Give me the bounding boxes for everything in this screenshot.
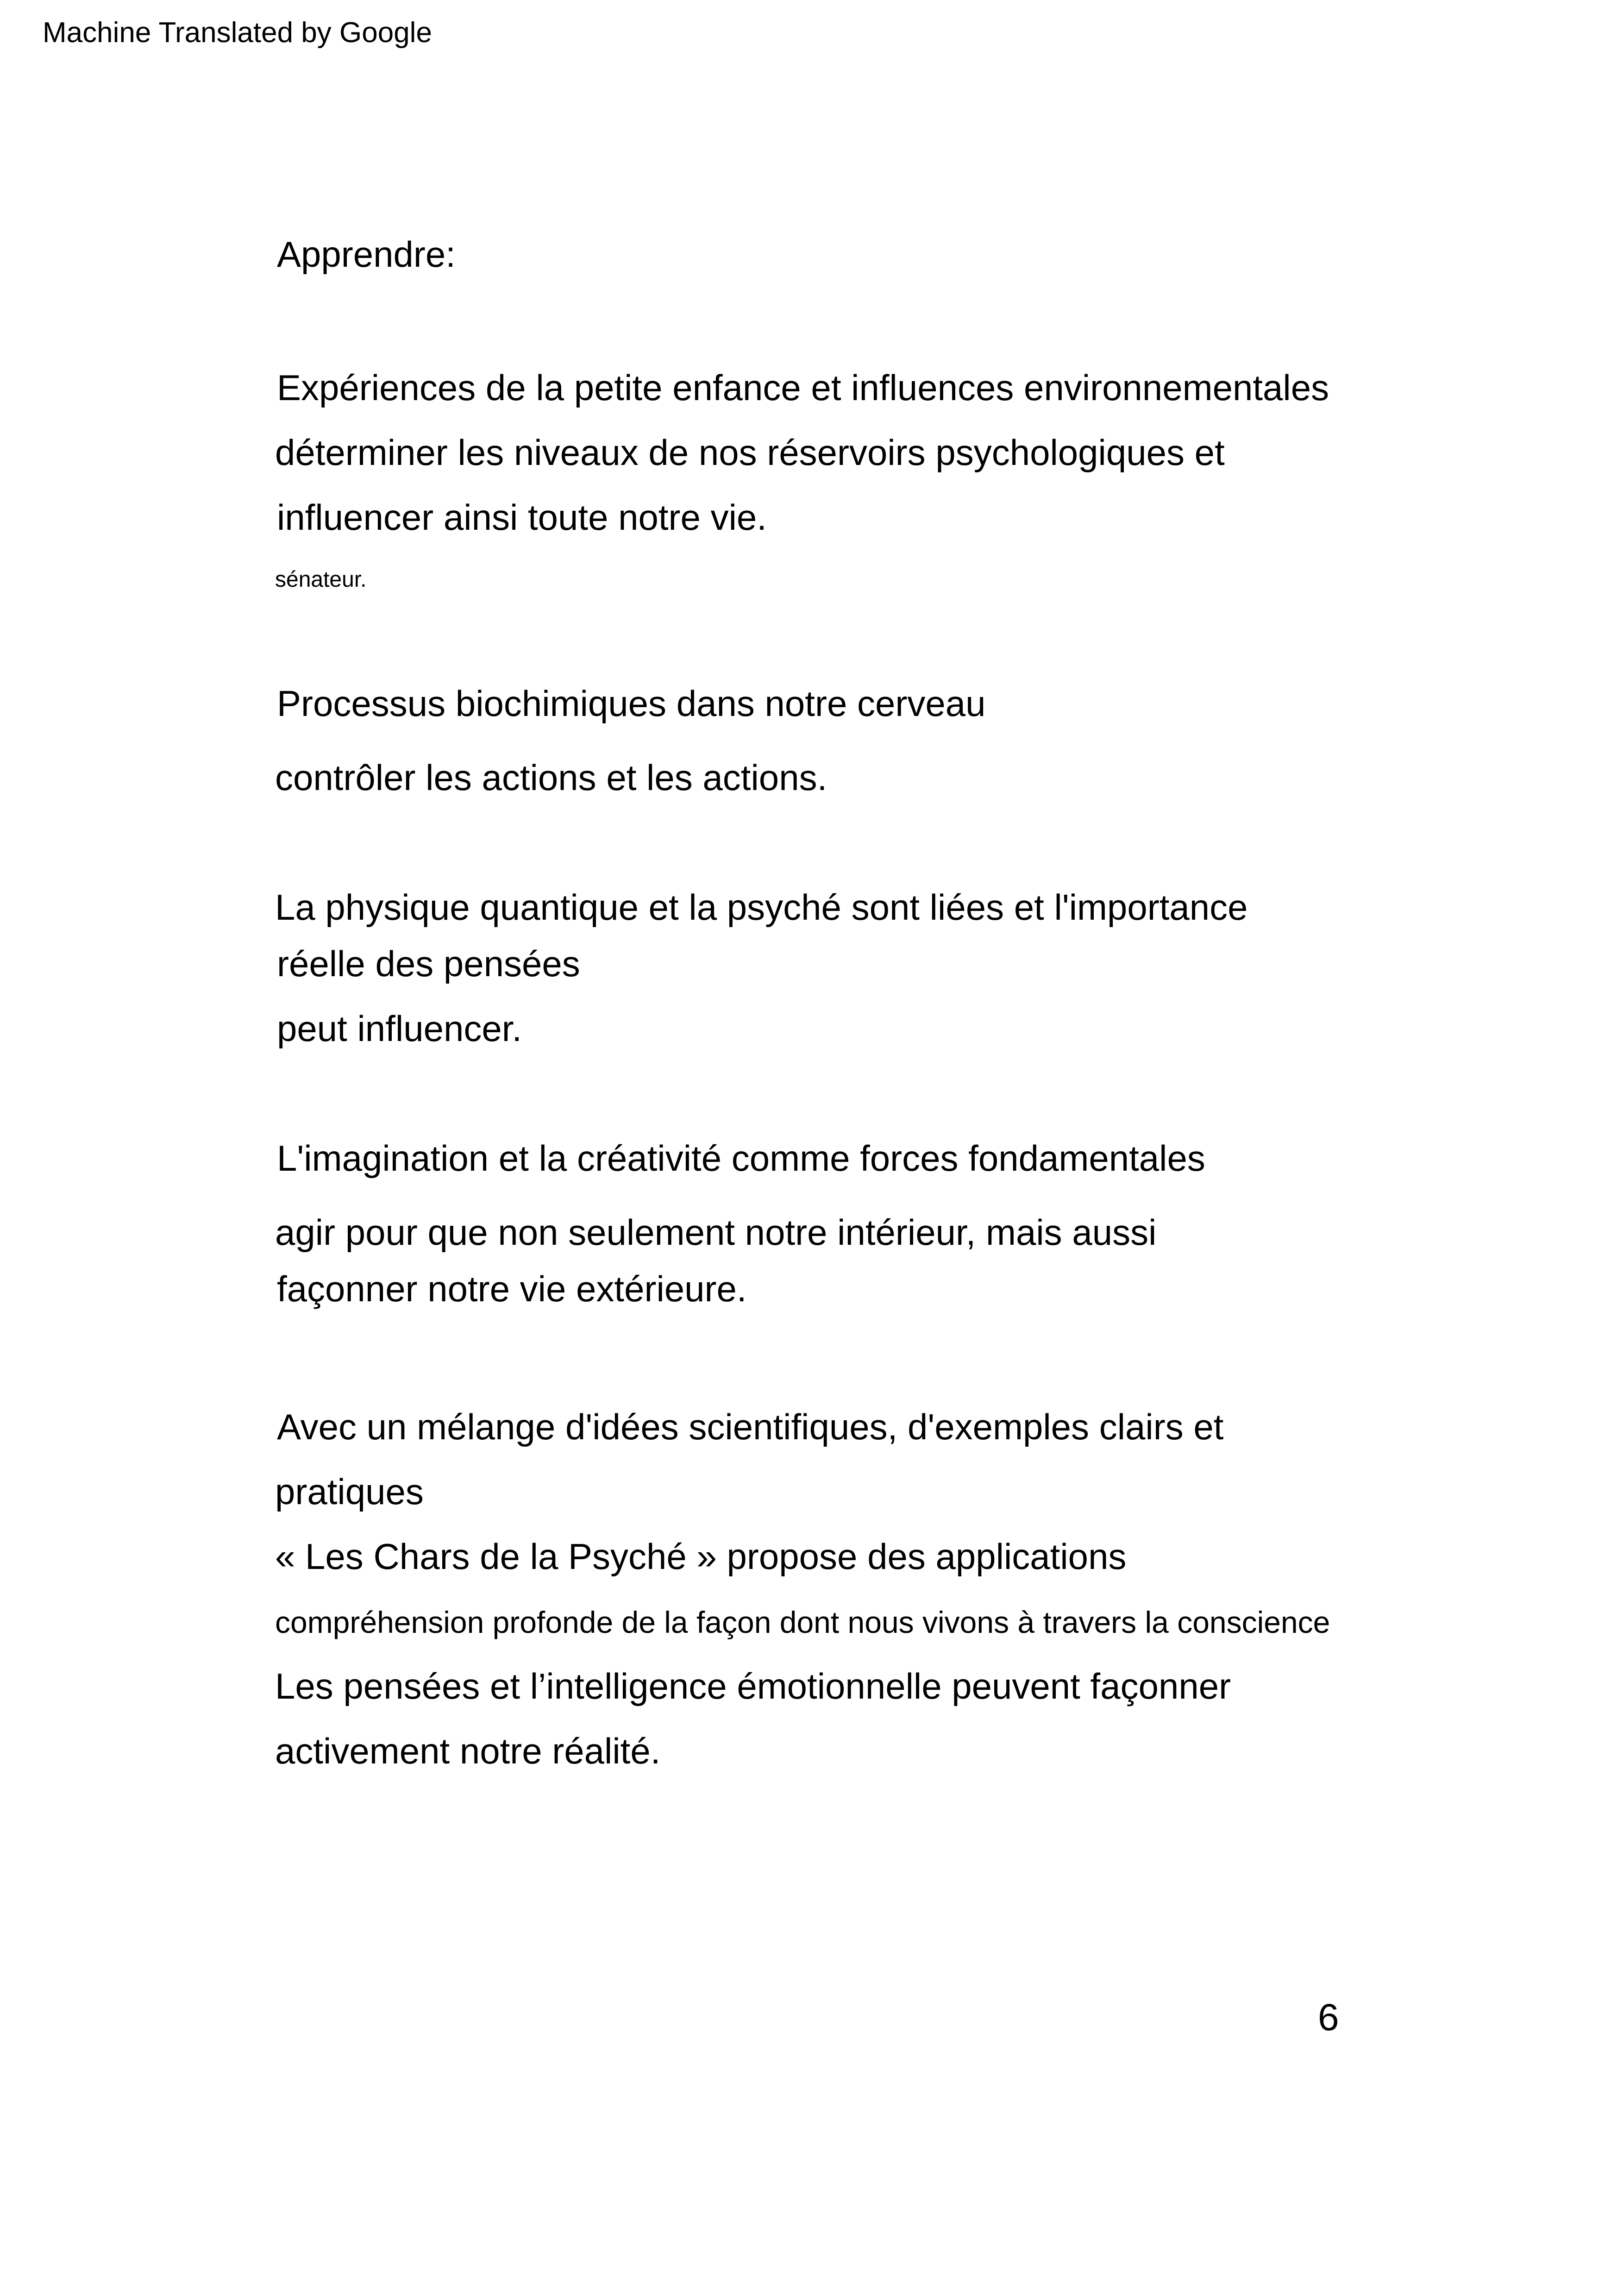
paragraph-5-line-6: activement notre réalité. [275,1731,661,1771]
paragraph-3-line-1: La physique quantique et la psyché sont liées et l'importance [275,887,1248,928]
paragraph-4-line-2: agir pour que non seulement notre intérieur, mais aussi [275,1212,1157,1253]
paragraph-5-line-2: pratiques [275,1471,424,1512]
paragraph-2-line-1: Processus biochimiques dans notre cerveau [277,683,986,724]
paragraph-5-line-3: « Les Chars de la Psyché » propose des applications [275,1536,1127,1577]
page-number: 6 [1318,1996,1339,2039]
paragraph-2-line-2: contrôler les actions et les actions. [275,757,827,798]
paragraph-5-line-4: compréhension profonde de la façon dont nous vivons à travers la conscience [275,1605,1330,1639]
paragraph-4-line-1: L'imagination et la créativité comme forces fondamentales [277,1138,1205,1179]
paragraph-3-line-2: réelle des pensées [277,943,580,984]
paragraph-1-line-1: Expériences de la petite enfance et influences environnementales [277,367,1329,408]
paragraph-1-line-3: influencer ainsi toute notre vie. [277,497,767,538]
paragraph-5-line-1: Avec un mélange d'idées scientifiques, d'exemples clairs et [277,1406,1224,1447]
paragraph-3-line-3: peut influencer. [277,1008,522,1049]
section-title: Apprendre: [277,234,456,275]
paragraph-4-line-3: façonner notre vie extérieure. [277,1268,747,1309]
paragraph-5-line-5: Les pensées et l’intelligence émotionnelle peuvent façonner [275,1666,1231,1706]
paragraph-1-line-4: sénateur. [275,567,367,592]
machine-translation-header: Machine Translated by Google [43,17,432,49]
paragraph-1-line-2: déterminer les niveaux de nos réservoirs psychologiques et [275,432,1225,473]
